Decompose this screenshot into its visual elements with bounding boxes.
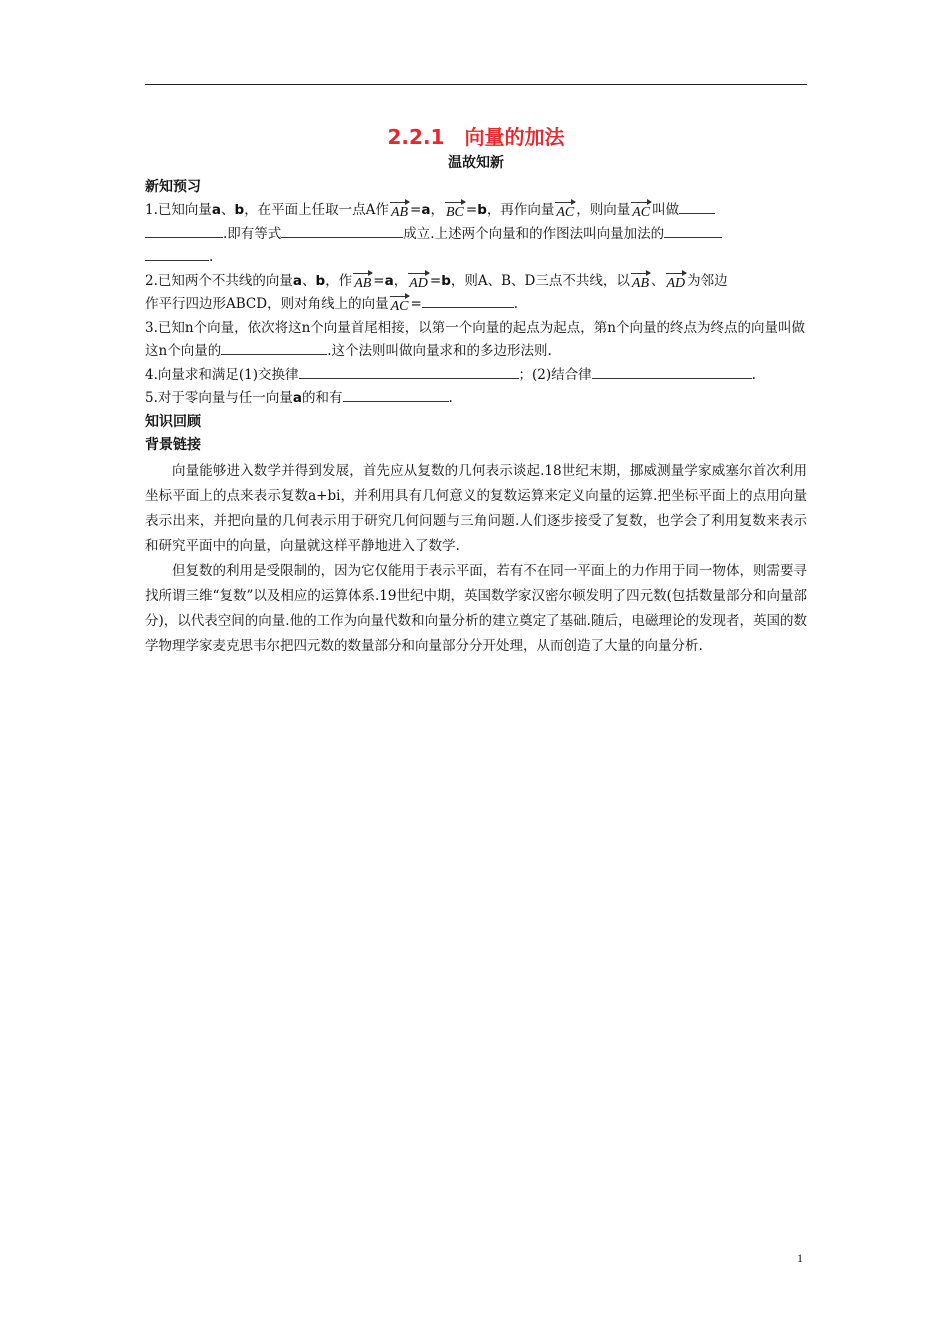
- vector-notation: AC: [390, 299, 409, 314]
- background-text: [145, 459, 807, 659]
- section-heading-review: 知识回顾: [145, 413, 201, 430]
- paragraph: 向量能够进入数学并得到发展，首先应从复数的几何表示谈起.18世纪末期，挪威测量学家威塞尔首次利用坐标平面上的点来表示复数a+bi，并利用具有几何意义的复数运算来定义向量的运算.把坐标平面上的点用向量表示出来，并把向量的几何表示用于研究几何问题与三角问题.人们逐步接受了复数，也学会了利用复数来表示和研究平面中的向量，向量就这样平静地进入了数学.: [145, 462, 807, 554]
- text: ，则向量: [576, 202, 631, 218]
- text: .: [448, 390, 453, 406]
- section-heading-background: 背景链接: [145, 436, 201, 453]
- text: ，在平面上任取一点A作: [244, 202, 389, 218]
- vector-symbol: b: [477, 202, 487, 218]
- vector-notation: AD: [666, 275, 686, 291]
- answer-blank[interactable]: [664, 223, 722, 238]
- text: ；(2)结合律: [518, 366, 592, 383]
- section-heading-new: 新知预习: [145, 179, 201, 195]
- vector-notation: AC: [556, 205, 575, 220]
- page-number: 1: [797, 1251, 803, 1265]
- text: =: [373, 272, 385, 289]
- answer-blank[interactable]: [281, 223, 403, 238]
- text: .: [751, 366, 756, 383]
- answer-blank[interactable]: [592, 364, 752, 379]
- vector-symbol: a: [421, 202, 431, 218]
- text: 、: [651, 272, 665, 289]
- text: .: [209, 249, 214, 265]
- answer-blank[interactable]: [221, 340, 327, 355]
- text: 成立.上述两个向量和的作图法叫向量加法的: [403, 225, 665, 242]
- text: 的和有: [302, 390, 343, 406]
- vector-notation: BC: [445, 205, 464, 220]
- vector-notation: AC: [632, 205, 651, 220]
- vector-symbol: b: [315, 272, 326, 289]
- text: ，再作向量: [486, 202, 555, 218]
- text: 5.对于零向量与任一向量: [145, 390, 293, 406]
- vector-notation: AB: [631, 275, 649, 291]
- text: 作平行四边形ABCD，则对角线上的向量: [145, 296, 389, 312]
- text: 、: [302, 272, 316, 289]
- vector-symbol: a: [384, 272, 394, 289]
- answer-blank[interactable]: [145, 223, 223, 238]
- header-rule: [145, 84, 807, 85]
- page-subtitle: 温故知新: [448, 155, 504, 171]
- vector-notation: AD: [409, 275, 428, 291]
- text: 3.已知n个向量，依次将这n个向量首尾相接，以第一个向量的起点为起点，第n个向量的终点为终点的向量叫做这n个向量的: [145, 319, 805, 359]
- text: .即有等式: [223, 225, 282, 242]
- answer-blank[interactable]: [679, 199, 715, 214]
- text: .: [513, 296, 519, 312]
- text: 叫做: [652, 202, 680, 218]
- answer-blank[interactable]: [145, 246, 209, 261]
- answer-blank[interactable]: [343, 387, 449, 402]
- vector-notation: AB: [390, 205, 409, 220]
- text: ，作: [325, 272, 353, 289]
- text: =: [410, 202, 422, 218]
- text: =: [465, 202, 478, 218]
- text: =: [429, 272, 442, 289]
- text: ，: [430, 202, 444, 218]
- exercise-5: [145, 387, 807, 411]
- text: 2.已知两个不共线的向量: [145, 272, 293, 289]
- text: 4.向量求和满足(1)交换律: [145, 366, 299, 383]
- text: =: [410, 296, 422, 312]
- vector-symbol: b: [441, 272, 451, 289]
- answer-blank[interactable]: [299, 364, 519, 379]
- document-body: [145, 176, 807, 659]
- vector-symbol: a: [292, 390, 303, 406]
- page-title: 2.2.1 向量的加法: [387, 125, 565, 149]
- exercise-2: [145, 270, 807, 317]
- answer-blank[interactable]: [422, 293, 514, 308]
- text: ，: [393, 272, 408, 289]
- text: .这个法则叫做向量求和的多边形法则.: [327, 343, 552, 359]
- text: 为邻边: [687, 272, 728, 289]
- vector-symbol: b: [234, 202, 245, 218]
- text: 1.已知向量: [145, 202, 212, 218]
- vector-symbol: a: [292, 272, 303, 289]
- exercise-1: [145, 199, 807, 270]
- paragraph: 但复数的利用是受限制的，因为它仅能用于表示平面，若有不在同一平面上的力作用于同一物体，则需要寻找所谓三维“复数”以及相应的运算体系.19世纪中期，英国数学家汉密尔顿发明了四元数(包括数量部分和向量部分)，以代表空间的向量.他的工作为向量代数和向量分析的建立奠定了基础.随后，电磁理论的发现者，英国的数学物理学家麦克思韦尔把四元数的数量部分和向量部分分开处理，从而创造了大量的向量分析.: [145, 562, 807, 654]
- exercise-3: [145, 317, 807, 364]
- vector-symbol: a: [211, 202, 222, 218]
- vector-notation: AB: [354, 275, 372, 291]
- text: 、: [221, 202, 235, 218]
- text: ，则A、B、D三点不共线，以: [450, 272, 630, 289]
- exercise-4: [145, 364, 807, 388]
